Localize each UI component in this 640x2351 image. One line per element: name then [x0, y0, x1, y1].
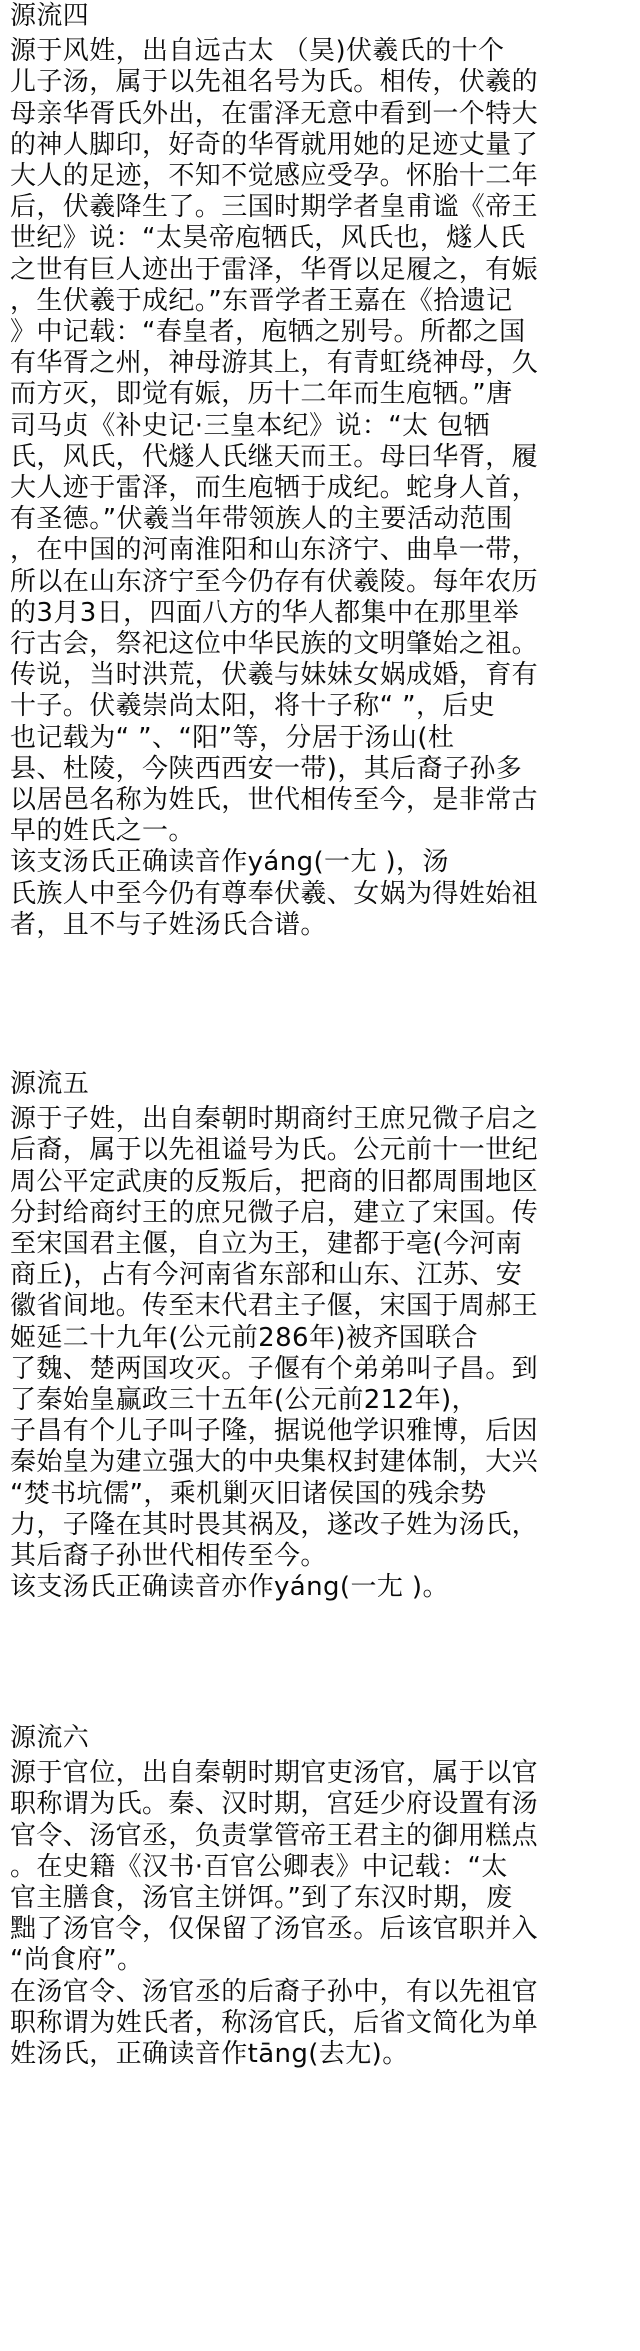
text-line: 子昌有个儿子叫子隆，据说他学识雅博，后因 [10, 1416, 539, 1446]
text-line: 司马贞《补史记·三皇本纪》说：“太 包牺 [10, 411, 490, 441]
text-line: 有华胥之州，神母游其上，有青虹绕神母，久 [10, 348, 539, 378]
text-line: 的3月3日，四面八方的华人都集中在那里举 [10, 598, 520, 628]
text-line: 县、杜陵，今陕西西安一带)，其后裔子孙多 [10, 754, 523, 784]
text-line: 母亲华胥氏外出，在雷泽无意中看到一个特大 [10, 99, 539, 129]
text-line: ，在中国的河南淮阳和山东济宁、曲阜一带， [10, 535, 539, 565]
text-line: 后裔，属于以先祖谥号为氏。公元前十一世纪 [10, 1135, 539, 1165]
text-line: 。在史籍《汉书·百官公卿表》中记载：“太 [10, 1852, 508, 1882]
text-line: 》中记载：“春皇者，庖牺之别号。所都之国 [10, 317, 526, 347]
text-line: 氏族人中至今仍有尊奉伏羲、女娲为得姓始祖 [10, 879, 539, 909]
text-line: 职称谓为姓氏者，称汤官氏，后省文简化为单 [10, 2008, 539, 2038]
section-heading: 源流六 [10, 1723, 90, 1753]
text-line: 世纪》说：“太昊帝庖牺氏，风氏也，燧人氏 [10, 223, 526, 253]
text-line: 官令、汤官丞，负责掌管帝王君主的御用糕点 [10, 1821, 539, 1851]
text-line: 的神人脚印，好奇的华胥就用她的足迹丈量了 [10, 130, 539, 160]
section-heading: 源流四 [10, 1, 90, 31]
text-line: ，生伏羲于成纪。”东晋学者王嘉在《拾遗记 [10, 286, 513, 316]
text-line: 分封给商纣王的庶兄微子启，建立了宋国。传 [10, 1198, 539, 1228]
text-line: 官主膳食，汤官主饼饵。”到了东汉时期，废 [10, 1883, 513, 1913]
text-line: 了魏、楚两国攻灭。子偃有个弟弟叫子昌。到 [10, 1354, 539, 1384]
text-line: 至宋国君主偃，自立为王，建都于亳(今河南 [10, 1229, 523, 1259]
text-line: 源于风姓，出自远古太 （昊)伏羲氏的十个 [10, 36, 505, 66]
text-line: 传说，当时洪荒，伏羲与妹妹女娲成婚，育有 [10, 660, 539, 690]
text-line: 周公平定武庚的反叛后，把商的旧都周围地区 [10, 1167, 539, 1197]
text-line: 之世有巨人迹出于雷泽，华胥以足履之，有娠 [10, 255, 539, 285]
text-line: 商丘)，占有今河南省东部和山东、江苏、安 [10, 1260, 523, 1290]
text-line: “尚食府”。 [10, 1945, 144, 1975]
text-line: 该支汤氏正确读音作yáng(一尢 )，汤 [10, 847, 449, 877]
text-line: 该支汤氏正确读音亦作yáng(一尢 )。 [10, 1572, 449, 1602]
text-line: 也记载为“ ”、“阳”等，分居于汤山(杜 [10, 723, 455, 753]
text-line: 大人迹于雷泽，而生庖牺于成纪。蛇身人首， [10, 473, 539, 503]
text-line: 有圣德。”伏羲当年带领族人的主要活动范围 [10, 504, 513, 534]
text-line: 在汤官令、汤官丞的后裔子孙中，有以先祖官 [10, 1977, 539, 2007]
text-line: 职称谓为氏。秦、汉时期，宫廷少府设置有汤 [10, 1789, 539, 1819]
text-line: “焚书坑儒”，乘机剿灭旧诸侯国的残余势 [10, 1479, 487, 1509]
text-line: 秦始皇为建立强大的中央集权封建体制，大兴 [10, 1447, 539, 1477]
text-line: 姓汤氏，正确读音作tāng(去尢)。 [10, 2039, 409, 2069]
text-line: 行古会，祭祀这位中华民族的文明肇始之祖。 [10, 629, 539, 659]
text-line: 氏，风氏，代燧人氏继天而王。母曰华胥，履 [10, 442, 539, 472]
text-line: 源于官位，出自秦朝时期官吏汤官，属于以官 [10, 1758, 539, 1788]
text-line: 姬延二十九年(公元前286年)被齐国联合 [10, 1323, 478, 1353]
text-line: 大人的足迹，不知不觉感应受孕。怀胎十二年 [10, 161, 539, 191]
text-line: 源于子姓，出自秦朝时期商纣王庶兄微子启之 [10, 1104, 539, 1134]
text-line: 所以在山东济宁至今仍存有伏羲陵。每年农历 [10, 567, 539, 597]
text-line: 其后裔子孙世代相传至今。 [10, 1541, 327, 1571]
text-line: 黜了汤官令，仅保留了汤官丞。后该官职并入 [10, 1914, 539, 1944]
text-line: 以居邑名称为姓氏，世代相传至今，是非常古 [10, 785, 539, 815]
text-line: 而方灭，即觉有娠，历十二年而生庖牺。”唐 [10, 379, 513, 409]
text-line: 者，且不与子姓汤氏合谱。 [10, 910, 327, 940]
text-line: 早的姓氏之一。 [10, 816, 195, 846]
text-line: 儿子汤，属于以先祖名号为氏。相传，伏羲的 [10, 67, 539, 97]
text-line: 后，伏羲降生了。三国时期学者皇甫谧《帝王 [10, 192, 539, 222]
section-heading: 源流五 [10, 1069, 90, 1099]
text-line: 了秦始皇赢政三十五年(公元前212年)， [10, 1385, 478, 1415]
text-line: 力，子隆在其时畏其祸及，遂改子姓为汤氏， [10, 1510, 539, 1540]
text-line: 徽省间地。传至末代君主子偃，宋国于周郝王 [10, 1291, 539, 1321]
text-line: 十子。伏羲崇尚太阳，将十子称“ ”，后史 [10, 691, 496, 721]
